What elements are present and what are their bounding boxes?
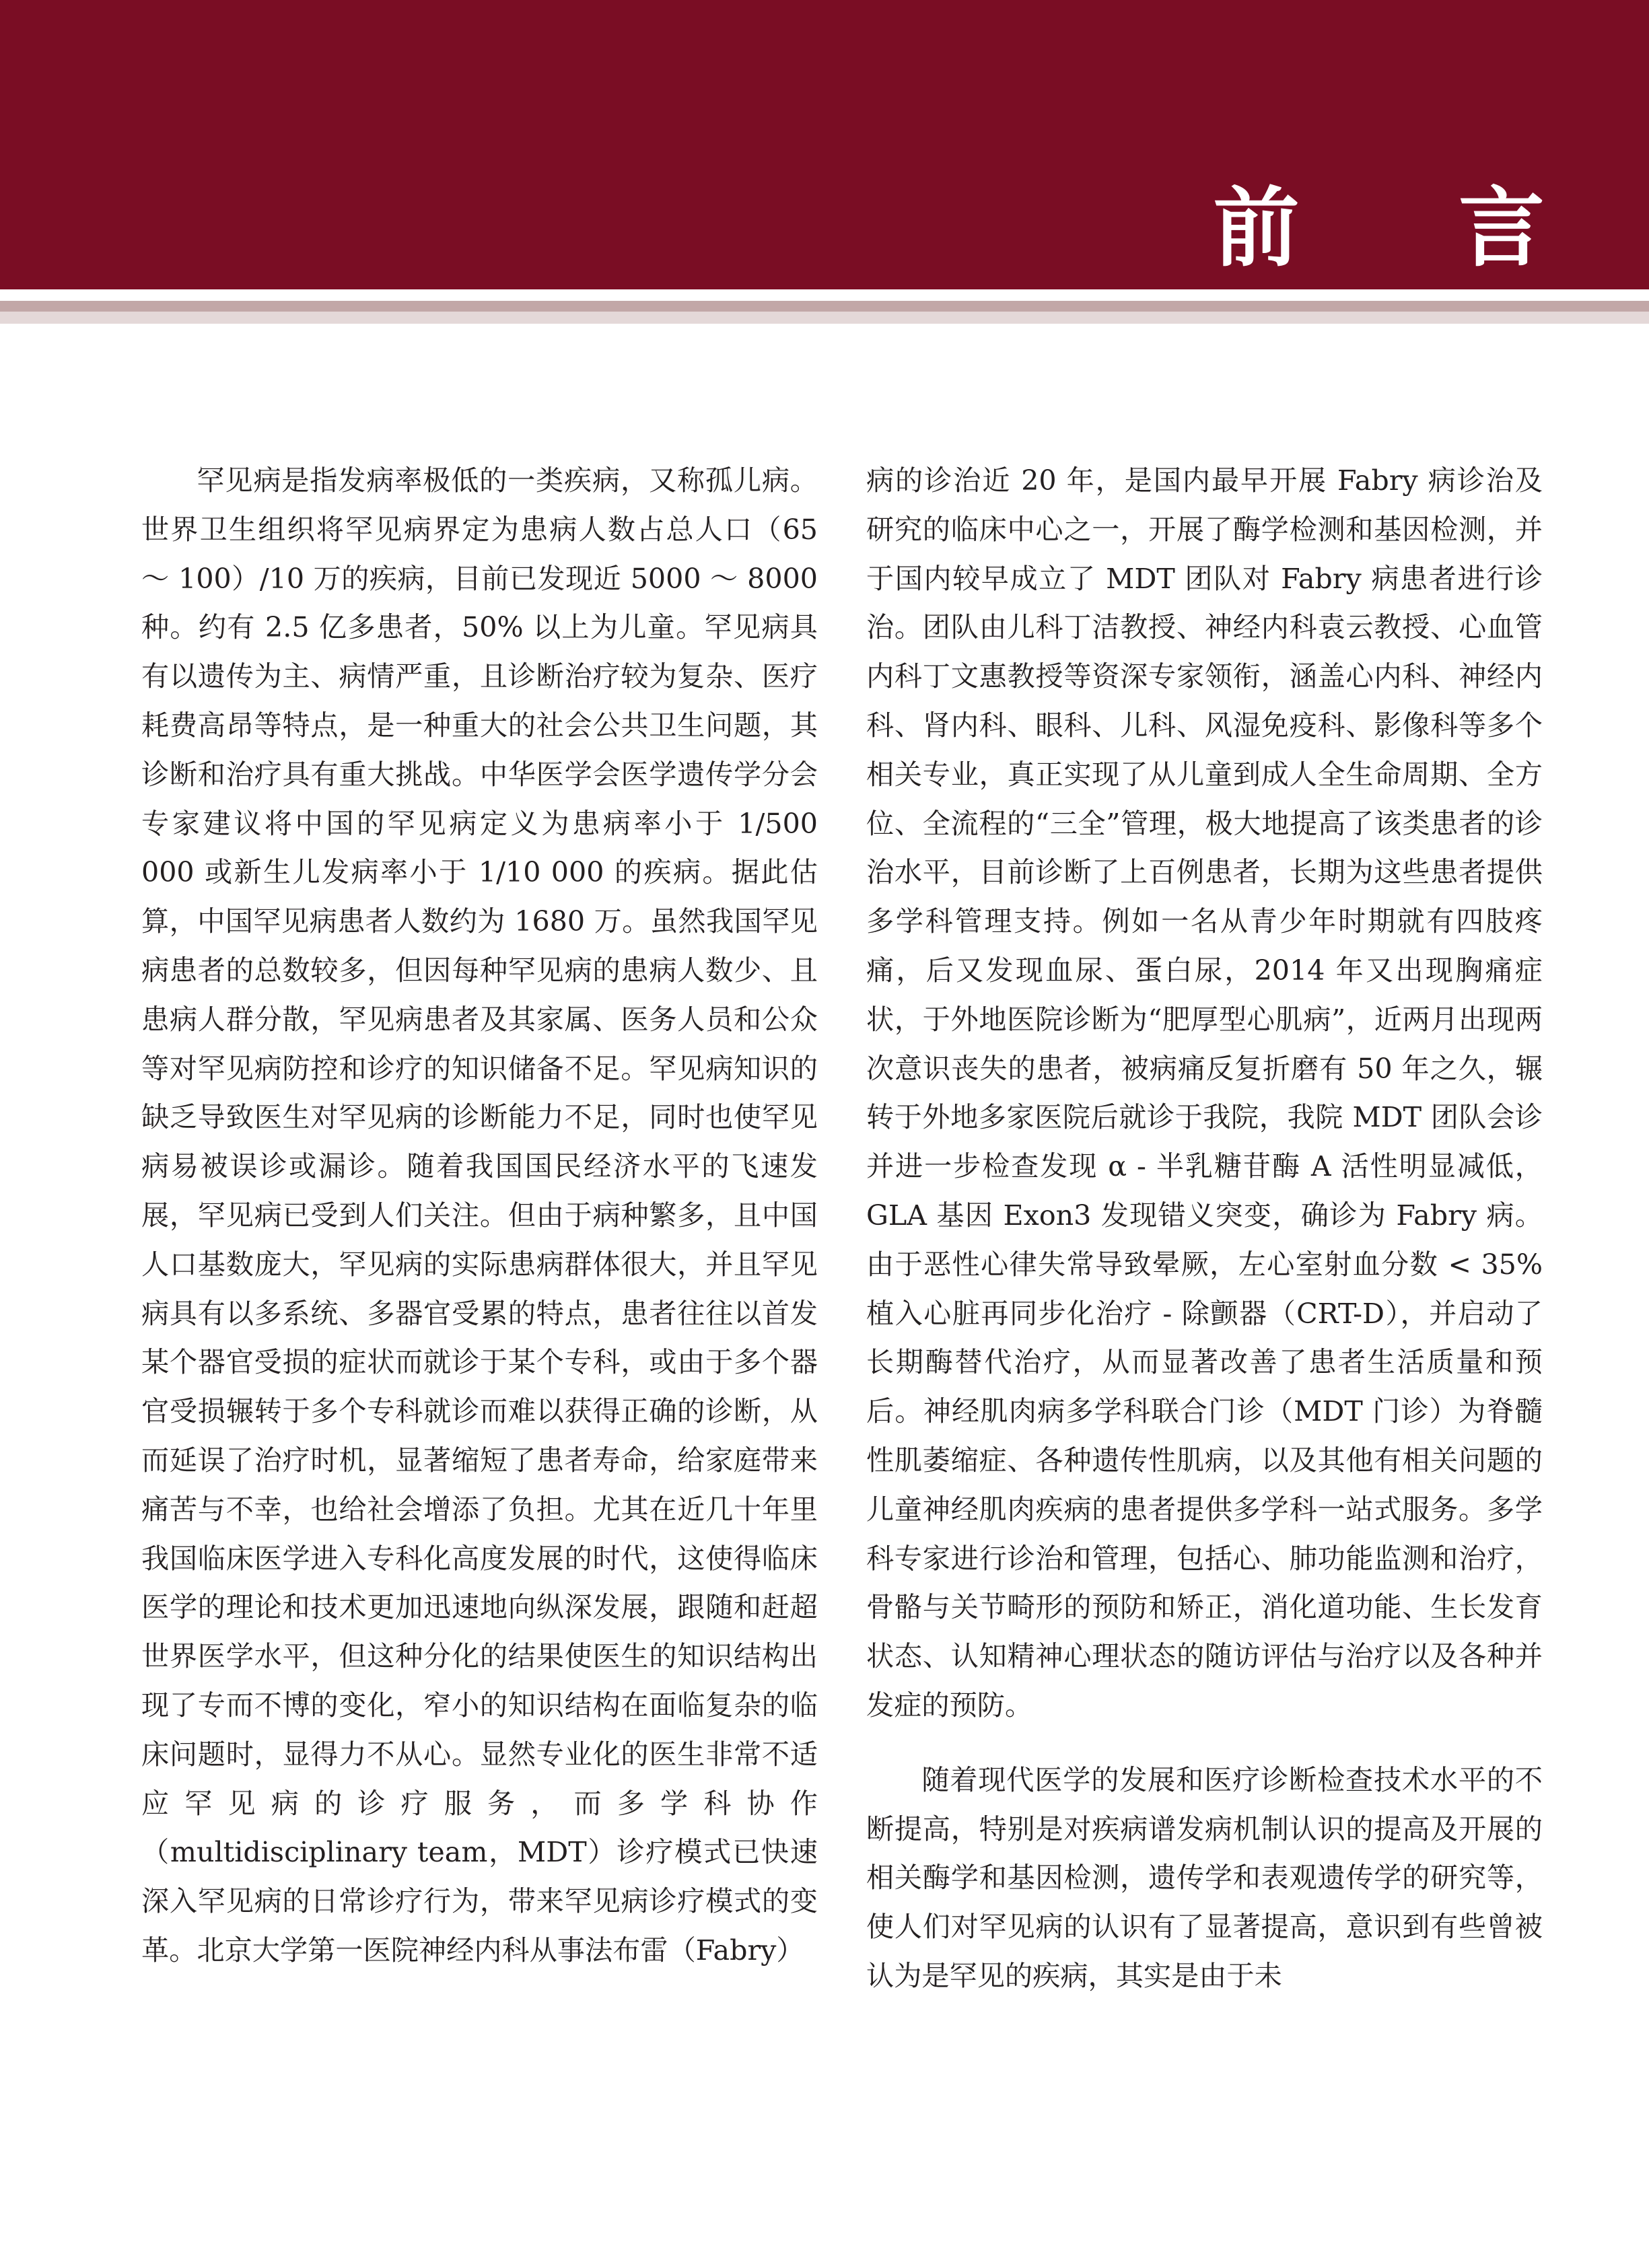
header-stripe-dark (0, 301, 1649, 312)
left-column (141, 456, 818, 1975)
header-stripe-light (0, 312, 1649, 324)
paragraph: 罕见病是指发病率极低的一类疾病，又称孤儿病。世界卫生组织将罕见病界定为患病人数占总人口（65 ～ 100）/10 万的疾病，目前已发现近 5000 ～ 8000 种。约有 2.5 亿多患者，50% 以上为儿童。罕见病具有以遗传为主、病情严重，且诊断治疗较为复杂、医疗耗费高昂等特点，是一种重大的社会公共卫生问题，其诊断和治疗具有重大挑战。中华医学会医学遗传学分会专家建议将中国的罕见病定义为患病率小于 1/500 000 或新生儿发病率小于 1/10 000 的疾病。据此估算，中国罕见病患者人数约为 1680 万。虽然我国罕见病患者的总数较多，但因每种罕见病的患病人数少、且患病人群分散，罕见病患者及其家属、医务人员和公众等对罕见病防控和诊疗的知识储备不足。罕见病知识的缺乏导致医生对罕见病的诊断能力不足，同时也使罕见病易被误诊或漏诊。随着我国国民经济水平的飞速发展，罕见病已受到人们关注。但由于病种繁多，且中国人口基数庞大，罕见病的实际患病群体很大，并且罕见病具有以多系统、多器官受累的特点，患者往往以首发某个器官受损的症状而就诊于某个专科，或由于多个器官受损辗转于多个专科就诊而难以获得正确的诊断，从而延误了治疗时机，显著缩短了患者寿命，给家庭带来痛苦与不幸，也给社会增添了负担。尤其在近几十年里我国临床医学进入专科化高度发展的时代，这使得临床医学的理论和技术更加迅速地向纵深发展，跟随和赶超世界医学水平，但这种分化的结果使医生的知识结构出现了专而不博的变化，窄小的知识结构在面临复杂的临床问题时，显得力不从心。显然专业化的医生非常不适应罕见病的诊疗服务，而多学科协作（multidisciplinary team，MDT）诊疗模式已快速深入罕见病的日常诊疗行为，带来罕见病诊疗模式的变革。北京大学第一医院神经内科从事法布雷（Fabry） (141, 464, 818, 1966)
header-band (0, 0, 1649, 289)
paragraph: 病的诊治近 20 年，是国内最早开展 Fabry 病诊治及研究的临床中心之一，开展了酶学检测和基因检测，并于国内较早成立了 MDT 团队对 Fabry 病患者进行诊治。团队由儿科丁洁教授、神经内科袁云教授、心血管内科丁文惠教授等资深专家领衔，涵盖心内科、神经内科、肾内科、眼科、儿科、风湿免疫科、影像科等多个相关专业，真正实现了从儿童到成人全生命周期、全方位、全流程的“三全”管理，极大地提高了该类患者的诊治水平，目前诊断了上百例患者，长期为这些患者提供多学科管理支持。例如一名从青少年时期就有四肢疼痛，后又发现血尿、蛋白尿，2014 年又出现胸痛症状，于外地医院诊断为“肥厚型心肌病”，近两月出现两次意识丧失的患者，被病痛反复折磨有 50 年之久，辗转于外地多家医院后就诊于我院，我院 MDT 团队会诊并进一步检查发现 α - 半乳糖苷酶 A 活性明显减低，GLA 基因 Exon3 发现错义突变，确诊为 Fabry 病。由于恶性心律失常导致晕厥，左心室射血分数 < 35% 植入心脏再同步化治疗 - 除颤器（CRT-D），并启动了长期酶替代治疗，从而显著改善了患者生活质量和预后。神经肌肉病多学科联合门诊（MDT 门诊）为脊髓性肌萎缩症、各种遗传性肌病，以及其他有相关问题的儿童神经肌肉疾病的患者提供多学科一站式服务。多学科专家进行诊治和管理，包括心、肺功能监测和治疗，骨骼与关节畸形的预防和矫正，消化道功能、生长发育状态、认知精神心理状态的随访评估与治疗以及各种并发症的预防。 (866, 464, 1543, 1722)
paragraph: 随着现代医学的发展和医疗诊断检查技术水平的不断提高，特别是对疾病谱发病机制认识的提高及开展的相关酶学和基因检测，遗传学和表观遗传学的研究等，使人们对罕见病的认识有了显著提高，意识到有些曾被认为是罕见的疾病，其实是由于未 (866, 1763, 1543, 1992)
page-title: 前 言 (1213, 178, 1609, 279)
right-column (866, 456, 1543, 2001)
